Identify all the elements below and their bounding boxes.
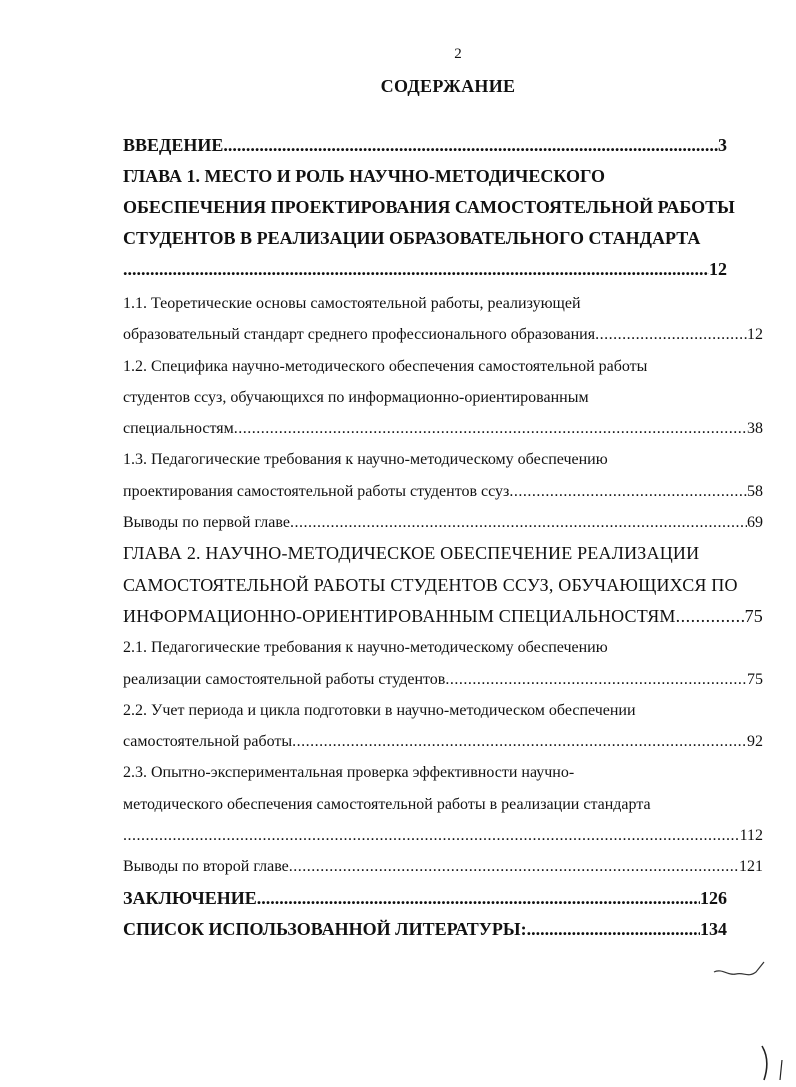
toc-entry-page: 58 bbox=[747, 482, 763, 500]
toc-entry-label: СПИСОК ИСПОЛЬЗОВАННОЙ ЛИТЕРАТУРЫ: bbox=[123, 918, 527, 939]
toc-chapter-1-line-1: ГЛАВА 1. МЕСТО И РОЛЬ НАУЧНО-МЕТОДИЧЕСКОГО bbox=[123, 166, 606, 186]
toc-entry-page: 75 bbox=[744, 605, 763, 626]
toc-entry-label: образовательный стандарт среднего профессионального образования bbox=[123, 326, 596, 344]
toc-entry-label: ЗАКЛЮЧЕНИЕ bbox=[123, 887, 257, 908]
toc-entry-page: 12 bbox=[709, 259, 727, 279]
toc-section-2-2-line-2 bbox=[123, 726, 763, 757]
leader-dots bbox=[509, 476, 747, 507]
toc-section-1-2-line-3 bbox=[123, 413, 763, 444]
page-number: 2 bbox=[454, 46, 462, 62]
leader-dots bbox=[290, 507, 747, 538]
toc-entry-label: самостоятельной работы bbox=[123, 733, 293, 751]
toc-entry-label: Выводы по первой главе bbox=[123, 514, 290, 532]
leader-dots bbox=[223, 130, 718, 161]
toc-section-1-3-line-1: 1.3. Педагогические требования к научно-методическому обеспечению bbox=[123, 451, 608, 469]
toc-entry-page: 75 bbox=[747, 670, 763, 688]
toc-section-2-3-leader bbox=[123, 820, 763, 851]
table-of-contents bbox=[123, 130, 763, 945]
toc-entry-label: ВВЕДЕНИЕ bbox=[123, 135, 224, 155]
toc-entry-page: 134 bbox=[700, 918, 727, 939]
toc-entry-conclusions-1 bbox=[123, 507, 763, 538]
leader-dots bbox=[527, 914, 700, 945]
toc-section-1-2-line-2: студентов ссуз, обучающихся по информационно-ориентированным bbox=[123, 388, 589, 406]
toc-section-2-3-line-1: 2.3. Опытно-экспериментальная проверка эффективности научно- bbox=[123, 764, 575, 782]
leader-dots bbox=[257, 883, 700, 914]
toc-section-2-2-line-1: 2.2. Учет периода и цикла подготовки в научно-методическом обеспечении bbox=[123, 701, 636, 719]
toc-entry-page: 126 bbox=[700, 887, 727, 908]
toc-chapter-1-line-3: СТУДЕНТОВ В РЕАЛИЗАЦИИ ОБРАЗОВАТЕЛЬНОГО СТАНДАРТА bbox=[123, 228, 701, 248]
toc-section-2-3-line-2: методического обеспечения самостоятельной работы в реализации стандарта bbox=[123, 795, 651, 813]
toc-chapter-2-line-2: САМОСТОЯТЕЛЬНОЙ РАБОТЫ СТУДЕНТОВ ССУЗ, ОБУЧАЮЩИХСЯ ПО bbox=[123, 574, 738, 595]
toc-entry-label: Выводы по второй главе bbox=[123, 858, 289, 876]
leader-dots bbox=[595, 319, 747, 350]
toc-section-1-2-line-1: 1.2. Специфика научно-методического обеспечения самостоятельной работы bbox=[123, 357, 648, 375]
toc-entry-conclusion bbox=[123, 883, 727, 914]
toc-entry-references bbox=[123, 914, 727, 945]
toc-entry-label: реализации самостоятельной работы студентов bbox=[123, 670, 446, 688]
leader-dots bbox=[123, 254, 709, 285]
toc-entry-page: 112 bbox=[739, 827, 763, 845]
toc-entry-label: проектирования самостоятельной работы студентов ссуз bbox=[123, 482, 510, 500]
toc-entry-page: 121 bbox=[739, 858, 763, 876]
toc-chapter-2-line-1: ГЛАВА 2. НАУЧНО-МЕТОДИЧЕСКОЕ ОБЕСПЕЧЕНИЕ РЕАЛИЗАЦИИ bbox=[123, 543, 700, 564]
toc-section-1-3-line-2 bbox=[123, 476, 763, 507]
scan-mark-bracket bbox=[756, 1040, 792, 1084]
toc-entry-label: специальностям bbox=[123, 420, 234, 438]
toc-entry-page: 3 bbox=[718, 135, 727, 155]
leader-dots bbox=[445, 664, 747, 695]
leader-dots bbox=[289, 851, 739, 882]
leader-dots bbox=[292, 726, 747, 757]
scan-mark-squiggle bbox=[712, 958, 772, 988]
toc-section-1-1-line-2 bbox=[123, 319, 763, 350]
toc-entry-conclusions-2 bbox=[123, 851, 763, 882]
toc-chapter-1-line-2: ОБЕСПЕЧЕНИЯ ПРОЕКТИРОВАНИЯ САМОСТОЯТЕЛЬНОЙ РАБОТЫ bbox=[123, 197, 735, 217]
leader-dots bbox=[123, 820, 740, 851]
leader-dots bbox=[234, 413, 747, 444]
leader-dots bbox=[676, 601, 745, 632]
toc-entry-intro bbox=[123, 130, 727, 161]
toc-section-2-1-line-2 bbox=[123, 664, 763, 695]
toc-entry-page: 12 bbox=[747, 326, 763, 344]
page-title: СОДЕРЖАНИЕ bbox=[380, 76, 516, 96]
toc-entry-label: ИНФОРМАЦИОННО-ОРИЕНТИРОВАННЫМ СПЕЦИАЛЬНОСТЯМ bbox=[123, 605, 676, 626]
toc-section-2-1-line-1: 2.1. Педагогические требования к научно-методическому обеспечению bbox=[123, 639, 608, 657]
toc-entry-page: 69 bbox=[747, 514, 763, 532]
toc-entry-page: 92 bbox=[747, 733, 763, 751]
toc-section-1-1-line-1: 1.1. Теоретические основы самостоятельной работы, реализующей bbox=[123, 295, 581, 312]
toc-chapter-2-line-3 bbox=[123, 601, 763, 632]
toc-entry-page: 38 bbox=[747, 420, 763, 438]
toc-chapter-1-leader bbox=[123, 254, 727, 285]
